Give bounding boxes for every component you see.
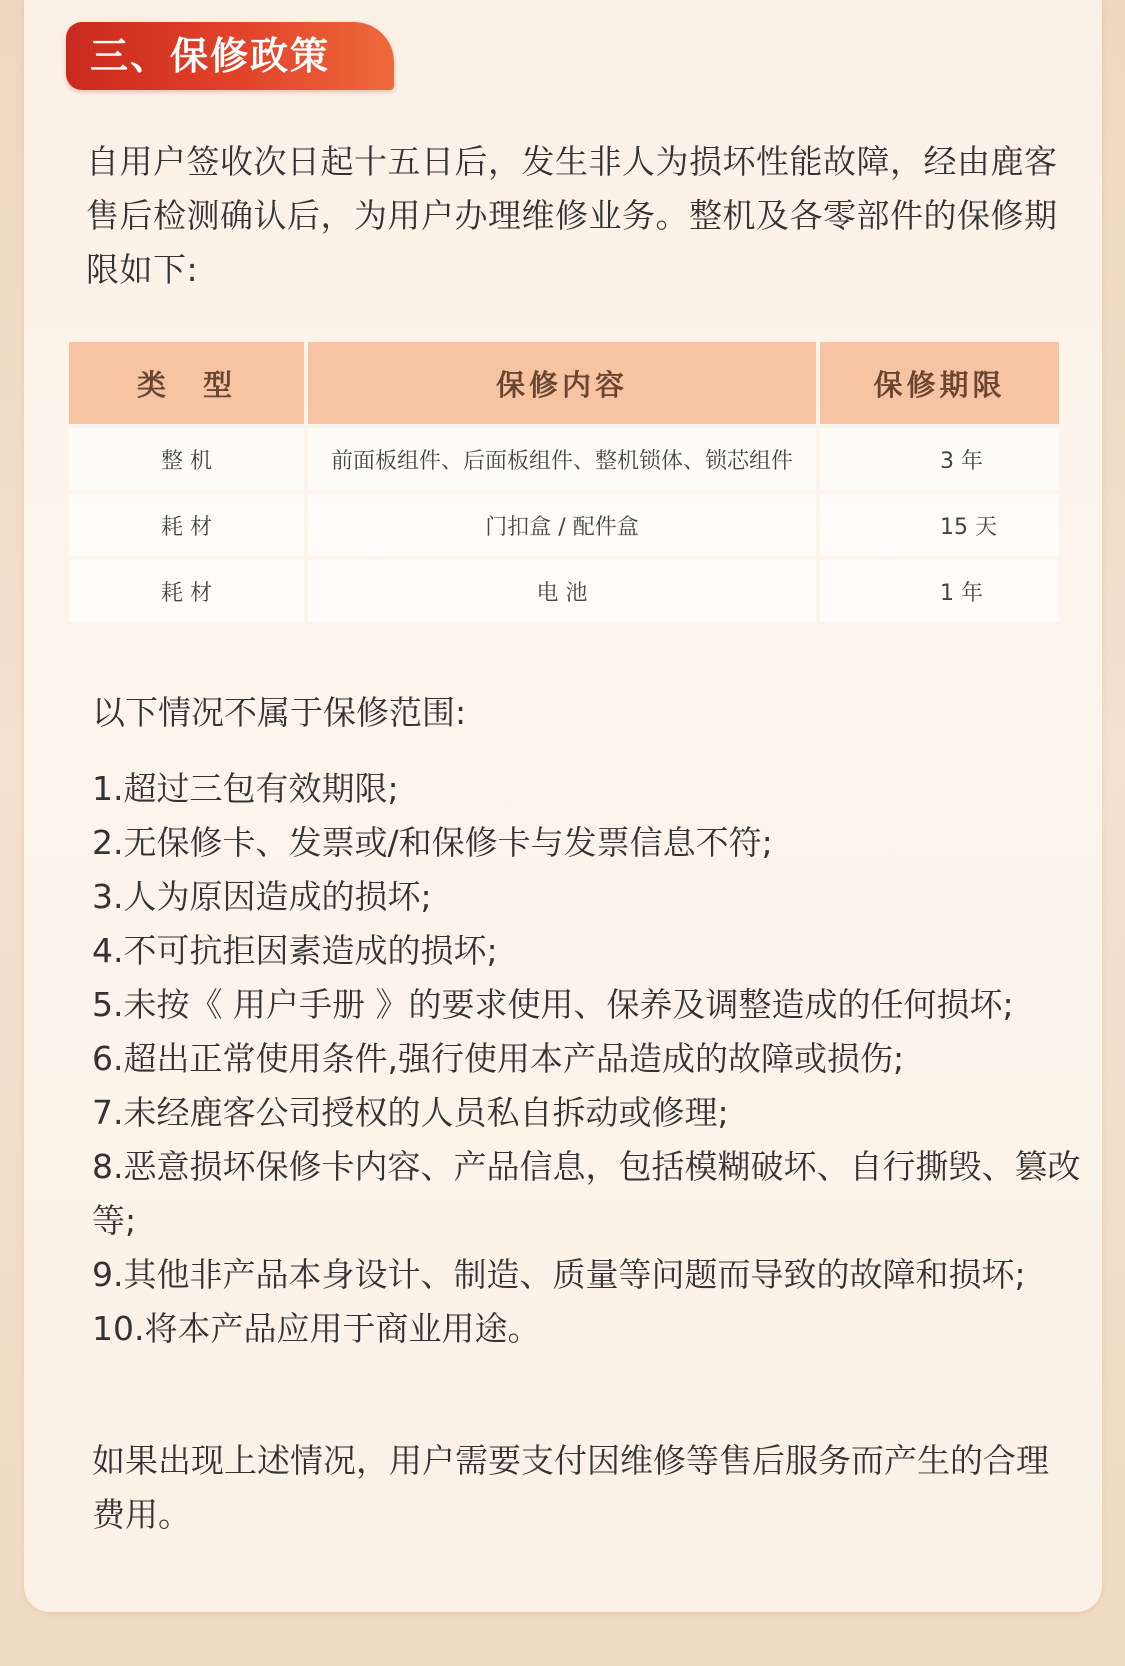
list-item: 4.不可抗拒因素造成的损坏; <box>92 931 498 970</box>
list-item: 9.其他非产品本身设计、制造、质量等问题而导致的故障和损坏; <box>92 1255 1026 1294</box>
cell-type: 耗 材 <box>69 494 304 556</box>
cell-period: 1 年 <box>820 560 1059 622</box>
warranty-table <box>69 342 1059 626</box>
cell-period: 15 天 <box>820 494 1059 556</box>
table-row <box>69 560 1059 622</box>
list-item: 3.人为原因造成的损坏; <box>92 877 432 916</box>
header-period: 保修期限 <box>820 342 1059 424</box>
table-row <box>69 494 1059 556</box>
exclusions-list <box>92 762 1082 1356</box>
header-type: 类 型 <box>69 342 304 424</box>
list-item: 10.将本产品应用于商业用途。 <box>92 1309 541 1348</box>
section-title: 三、保修政策 <box>90 34 331 78</box>
list-item: 8.恶意损坏保修卡内容、产品信息，包括模糊破坏、自行撕毁、篡改等; <box>92 1147 1081 1240</box>
table-row <box>69 428 1059 490</box>
cell-type: 整 机 <box>69 428 304 490</box>
cell-content: 前面板组件、后面板组件、整机锁体、锁芯组件 <box>308 428 816 490</box>
cell-type: 耗 材 <box>69 560 304 622</box>
cell-content: 门扣盒 / 配件盒 <box>308 494 816 556</box>
list-item: 2.无保修卡、发票或/和保修卡与发票信息不符; <box>92 823 773 862</box>
section-header-tab <box>66 22 394 90</box>
cell-content: 电 池 <box>308 560 816 622</box>
list-item: 5.未按《 用户手册 》的要求使用、保养及调整造成的任何损坏; <box>92 985 1014 1024</box>
table-header-row <box>69 342 1059 424</box>
exclusions-section <box>92 686 1082 1356</box>
list-item: 1.超过三包有效期限; <box>92 769 399 808</box>
exclusions-title: 以下情况不属于保修范围: <box>92 693 467 732</box>
cell-period: 3 年 <box>820 428 1059 490</box>
list-item: 7.未经鹿客公司授权的人员私自拆动或修理; <box>92 1093 729 1132</box>
intro-paragraph: 自用户签收次日起十五日后，发生非人为损坏性能故障，经由鹿客售后检测确认后，为用户办理维修业务。整机及各零部件的保修期限如下: <box>86 142 1058 289</box>
list-item: 6.超出正常使用条件,强行使用本产品造成的故障或损伤; <box>92 1039 905 1078</box>
closing-paragraph: 如果出现上述情况，用户需要支付因维修等售后服务而产生的合理费用。 <box>92 1441 1049 1534</box>
header-content: 保修内容 <box>308 342 816 424</box>
